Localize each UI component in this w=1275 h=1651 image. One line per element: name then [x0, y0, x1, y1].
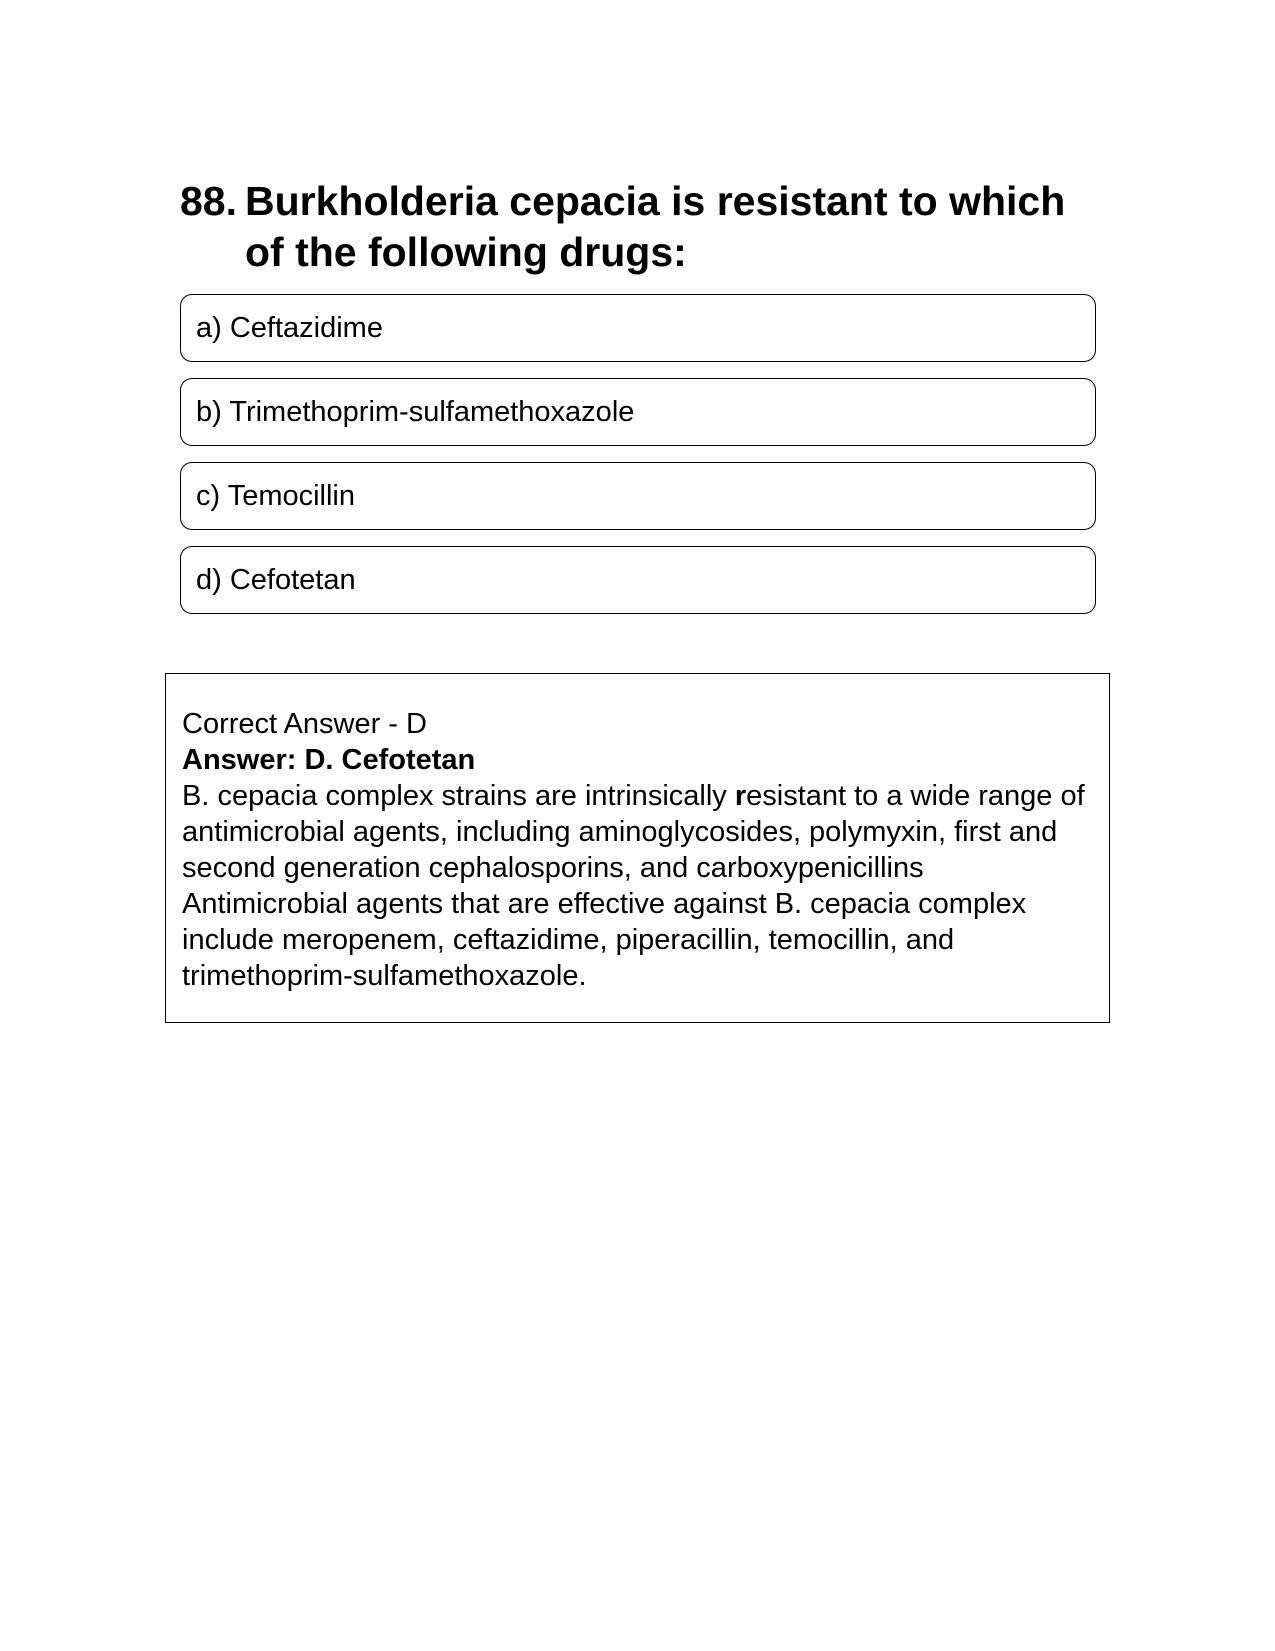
- explanation-bold-letter: r: [734, 780, 747, 812]
- answer-heading: Answer: D. Cefotetan: [182, 744, 476, 776]
- explanation-rest: esistant to a wide range of antimicrobial agents, including aminoglycosides, polymyxin, first and second generation cephalosporins, and carboxypenicillins Antimicrobial agents that are effective against B. cepacia complex include meropenem, ceftazidime, piperacillin, temocillin, and trimethoprim-sulfamethoxazole.: [182, 780, 1085, 992]
- answer-explanation: [182, 778, 1093, 994]
- option-b-label: b) Trimethoprim-sulfamethoxazole: [196, 395, 635, 428]
- option-d-label: d) Cefotetan: [196, 563, 356, 596]
- options-list: [180, 294, 1096, 630]
- option-a[interactable]: [180, 294, 1096, 362]
- question-number: 88.: [180, 178, 237, 224]
- question-heading: [180, 176, 1100, 278]
- option-b[interactable]: [180, 378, 1096, 446]
- correct-answer: Correct Answer - D: [182, 708, 427, 740]
- option-a-label: a) Ceftazidime: [196, 311, 383, 344]
- option-d[interactable]: [180, 546, 1096, 614]
- answer-box: [165, 673, 1110, 1023]
- option-c[interactable]: [180, 462, 1096, 530]
- question-text: Burkholderia cepacia is resistant to which of the following drugs:: [245, 178, 1066, 275]
- explanation-start: B. cepacia complex strains are intrinsically: [182, 780, 735, 812]
- option-c-label: c) Temocillin: [196, 479, 356, 512]
